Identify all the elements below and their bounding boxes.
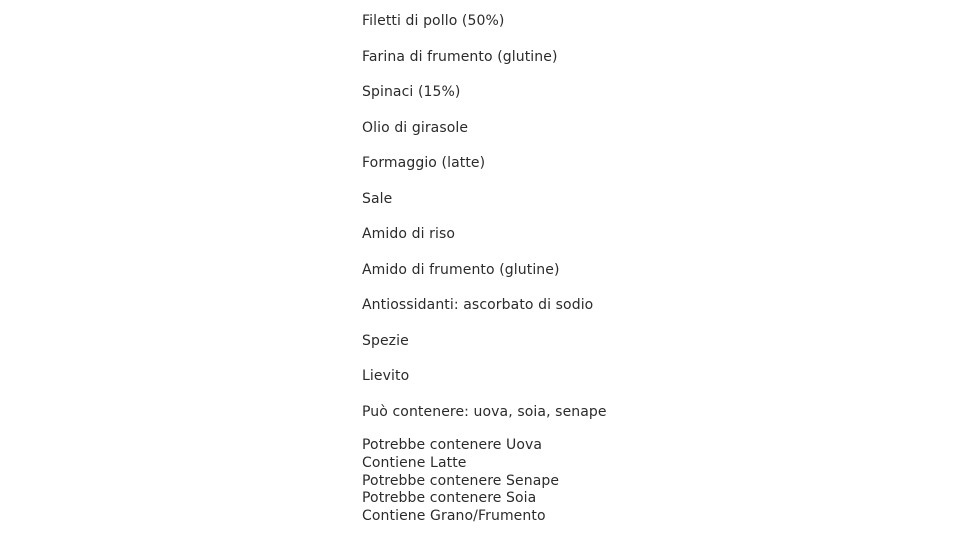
ingredients-panel: [362, 11, 782, 526]
allergen-warning: Può contenere: uova, soia, senape: [362, 403, 607, 420]
allergen-note: Potrebbe contenere Uova: [362, 437, 543, 453]
ingredient-item: Formaggio (latte): [362, 155, 486, 171]
allergen-notes: [362, 437, 782, 526]
ingredient-item: Spinaci (15%): [362, 84, 461, 100]
ingredient-item: Olio di girasole: [362, 119, 469, 136]
allergen-note: Contiene Grano/Frumento: [362, 508, 546, 525]
ingredient-item: Sale: [362, 190, 393, 207]
allergen-note: Potrebbe contenere Soia: [362, 490, 537, 507]
ingredient-item: Amido di riso: [362, 226, 456, 242]
allergen-note: Contiene Latte: [362, 454, 467, 471]
ingredient-item: Lievito: [362, 368, 410, 384]
ingredient-item: Filetti di pollo (50%): [362, 13, 505, 29]
ingredient-item: Spezie: [362, 332, 409, 349]
ingredient-list: [362, 11, 782, 437]
allergen-note: Potrebbe contenere Senape: [362, 472, 560, 489]
ingredient-item: Antiossidanti: ascorbato di sodio: [362, 297, 594, 313]
ingredient-item: Amido di frumento (glutine): [362, 261, 560, 278]
ingredient-item: Farina di frumento (glutine): [362, 48, 558, 65]
